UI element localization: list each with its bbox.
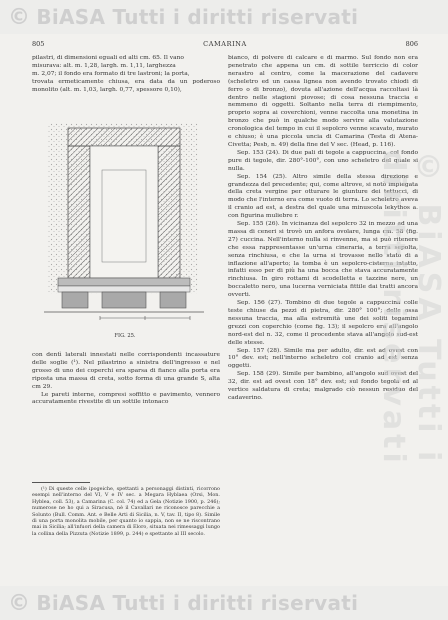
right-paragraph: Sep. 154 (25). Altro simile della stessa direzione e grandezza del precedente; qui, come altrove, si notò impiegata della creta vergine per otturare le giunture dei tettucci, di modo che l'interno era come vuoto di terra. Lo scheletro aveva il cranio ad est, a destra del quale una minuscola lekythos a. con figurina muliebre r. — [228, 173, 418, 220]
right-paragraph: bianco, di polvere di calcare e di marmo. Sul fondo non era penetrato che appena un cm. di sottile terriccio di color nerastro al centro, come la macerazione del cadavere (scheletro ed un cassa lignea non avendo trovato chiodi di ferro o di bronzo), dovuta all'azione dell'acqua raccoltasi là dentro nelle stagioni piovose; di cosa nessuna traccia e nemmeno di oggetti. Soltanto nella terra di riempimento, proprio sopra ai coverchioni, venne raccolta una monetina in bronzo che può in qualche modo servire alla valutazione cronologica del tempo in cui il sepolcro venne scavato, murato e chiuso; è una piccola uncia di Camarina (Testa di Atena-Civetta; Pesb, n. 49) della fine del V sec. (Head, p. 116). — [228, 55, 418, 148]
left-paragraph: con dentì laterali innestati nelle corrispondenti incassature delle soglie (¹). Nel pilastrino a sinistra dell'ingresso e nel grosso di uno dei coperchi era sparsa di fianco alla porta era riposta una massa di creta, sotto forma di una grande S, alta cm 29. — [32, 352, 220, 390]
right-column-text — [228, 55, 418, 403]
watermark-banner-top — [0, 0, 448, 34]
left-text-line: pilastri, di dimensioni eguali ed alti cm. 65. Il vano — [32, 55, 184, 61]
figure-caption: FIG. 25. — [114, 333, 136, 339]
copyright-symbol: © — [8, 4, 31, 30]
watermark-text: BiASA Tutti i diritti riservati — [36, 591, 359, 615]
right-paragraph: Sep. 156 (27). Tombino di due tegole a cappuccina colle teste chiuse da pezzi di pietra, dir. 280° 100°; delle ossa nessuna traccia, ma alla estremità une dei soliti tegamini grezzi con coperchio (come fig. 13); il sepolcro era all'angolo nord-est del n. 32, come il procedente stava all'angolo sud-est delle stesse. — [228, 300, 418, 346]
left-text-line: misurava: alt. m. 1,28, largh. m. 1,11, larghezza — [32, 62, 176, 69]
left-text-line: m. 2,07; il fondo era formato di tre lastroni; la porta, — [32, 70, 190, 77]
page-title: CAMARINA — [203, 40, 247, 48]
copyright-symbol: © — [8, 590, 31, 616]
watermark-text: BiASA Tutti i diritti riservati — [36, 5, 359, 29]
footnote-divider — [32, 482, 90, 483]
left-text-line: trovata ermeticamente chiusa, era data da un poderoso monolito (alt. m. 1,03, largh. 0,77, spessore 0,10), — [32, 78, 220, 93]
page-number-right: 806 — [405, 40, 418, 48]
watermark-banner-bottom — [0, 586, 448, 620]
left-column-top-text — [32, 55, 220, 95]
vertical-watermark: © BiASA Tutti i diritti riservati — [376, 150, 446, 467]
footnote-text: (¹) Di queste celle ipogeiche, spettanti a personaggi distinti, ricorrono esempi nell'interno del VI, V e IV sec. a Megara Hyblaea (Orsi, Mon. Hyblea, coll. 53), a Camarina (C. col. 74) ed a Gela (Notizie 1900, p. 246); numerose ne ho qui a Siracusa, nè il Cavallari ne riconosce parecchie a Solunto (Bull. Comm. Ant. e Belle Arti di Sicilia, n. V, tav. II, tipo 8). Simile di una porta monolita mobile, per quanto io sappia, non se ne riscontrano mai in Sicilia; all'infuori della camera di Eloro, situata nei rimessaggi lungo la collina della Pizzuta (Notizie 1899, p. 244) e spettante al III secolo. — [32, 486, 220, 537]
right-paragraph: Sep. 158 (29). Simile per bambino, all'angolo sud ovest del 32, dir. est ad ovest con 18° dev. est; sul fondo tegola ed al vertice saldatura di creta; malgrado ciò nessun residuo del cadaverino. — [228, 371, 418, 401]
footnote — [32, 486, 220, 537]
right-paragraph: Sep. 155 (26). In vicinanza del sepolcro 32 in mezzo ad una massa di ceneri si trovò un anfora ovolare, lunga cm. 58 (fig. 27) cuccina. Nell'interno nulla si rinvenne, ma si può ritenere che essa rappresentasse un'urna cineraria, a terra sepolta, senza rinchiusa, e che la urna si trovasse nello stato di a inflazione all'aperto; la tomba è un sepolcro-cisterna intatto, infatti esso per di più ha una bocca che stava accuratamente rinchiusa. In giro rottami di scodelletta e tazzine nere, un boccaletto nero, una lucerna verniciata fittile dai tratti ancora ovverti. — [228, 221, 418, 299]
tomb-section-drawing — [40, 118, 210, 326]
page-number-left: 805 — [32, 40, 45, 48]
right-paragraph: Sep. 157 (28). Simile ma per adulto, dir. est ad ovest con 10° dev. est; nell'interno scheletro col cranio ad est senza oggetti. — [228, 347, 418, 370]
left-column-lower-text — [32, 352, 220, 407]
right-paragraph: Sep. 153 (24). Di due pali di tegole a cappuccina, col fondo pure di tegole, dir. 280°-100°, con uno scheletro del quale si nulla. — [228, 149, 418, 172]
left-paragraph: Le pareti interne, compresi soffitto e pavimento, vennero accuratamente rivestite di un sottile intonaco — [32, 391, 220, 406]
